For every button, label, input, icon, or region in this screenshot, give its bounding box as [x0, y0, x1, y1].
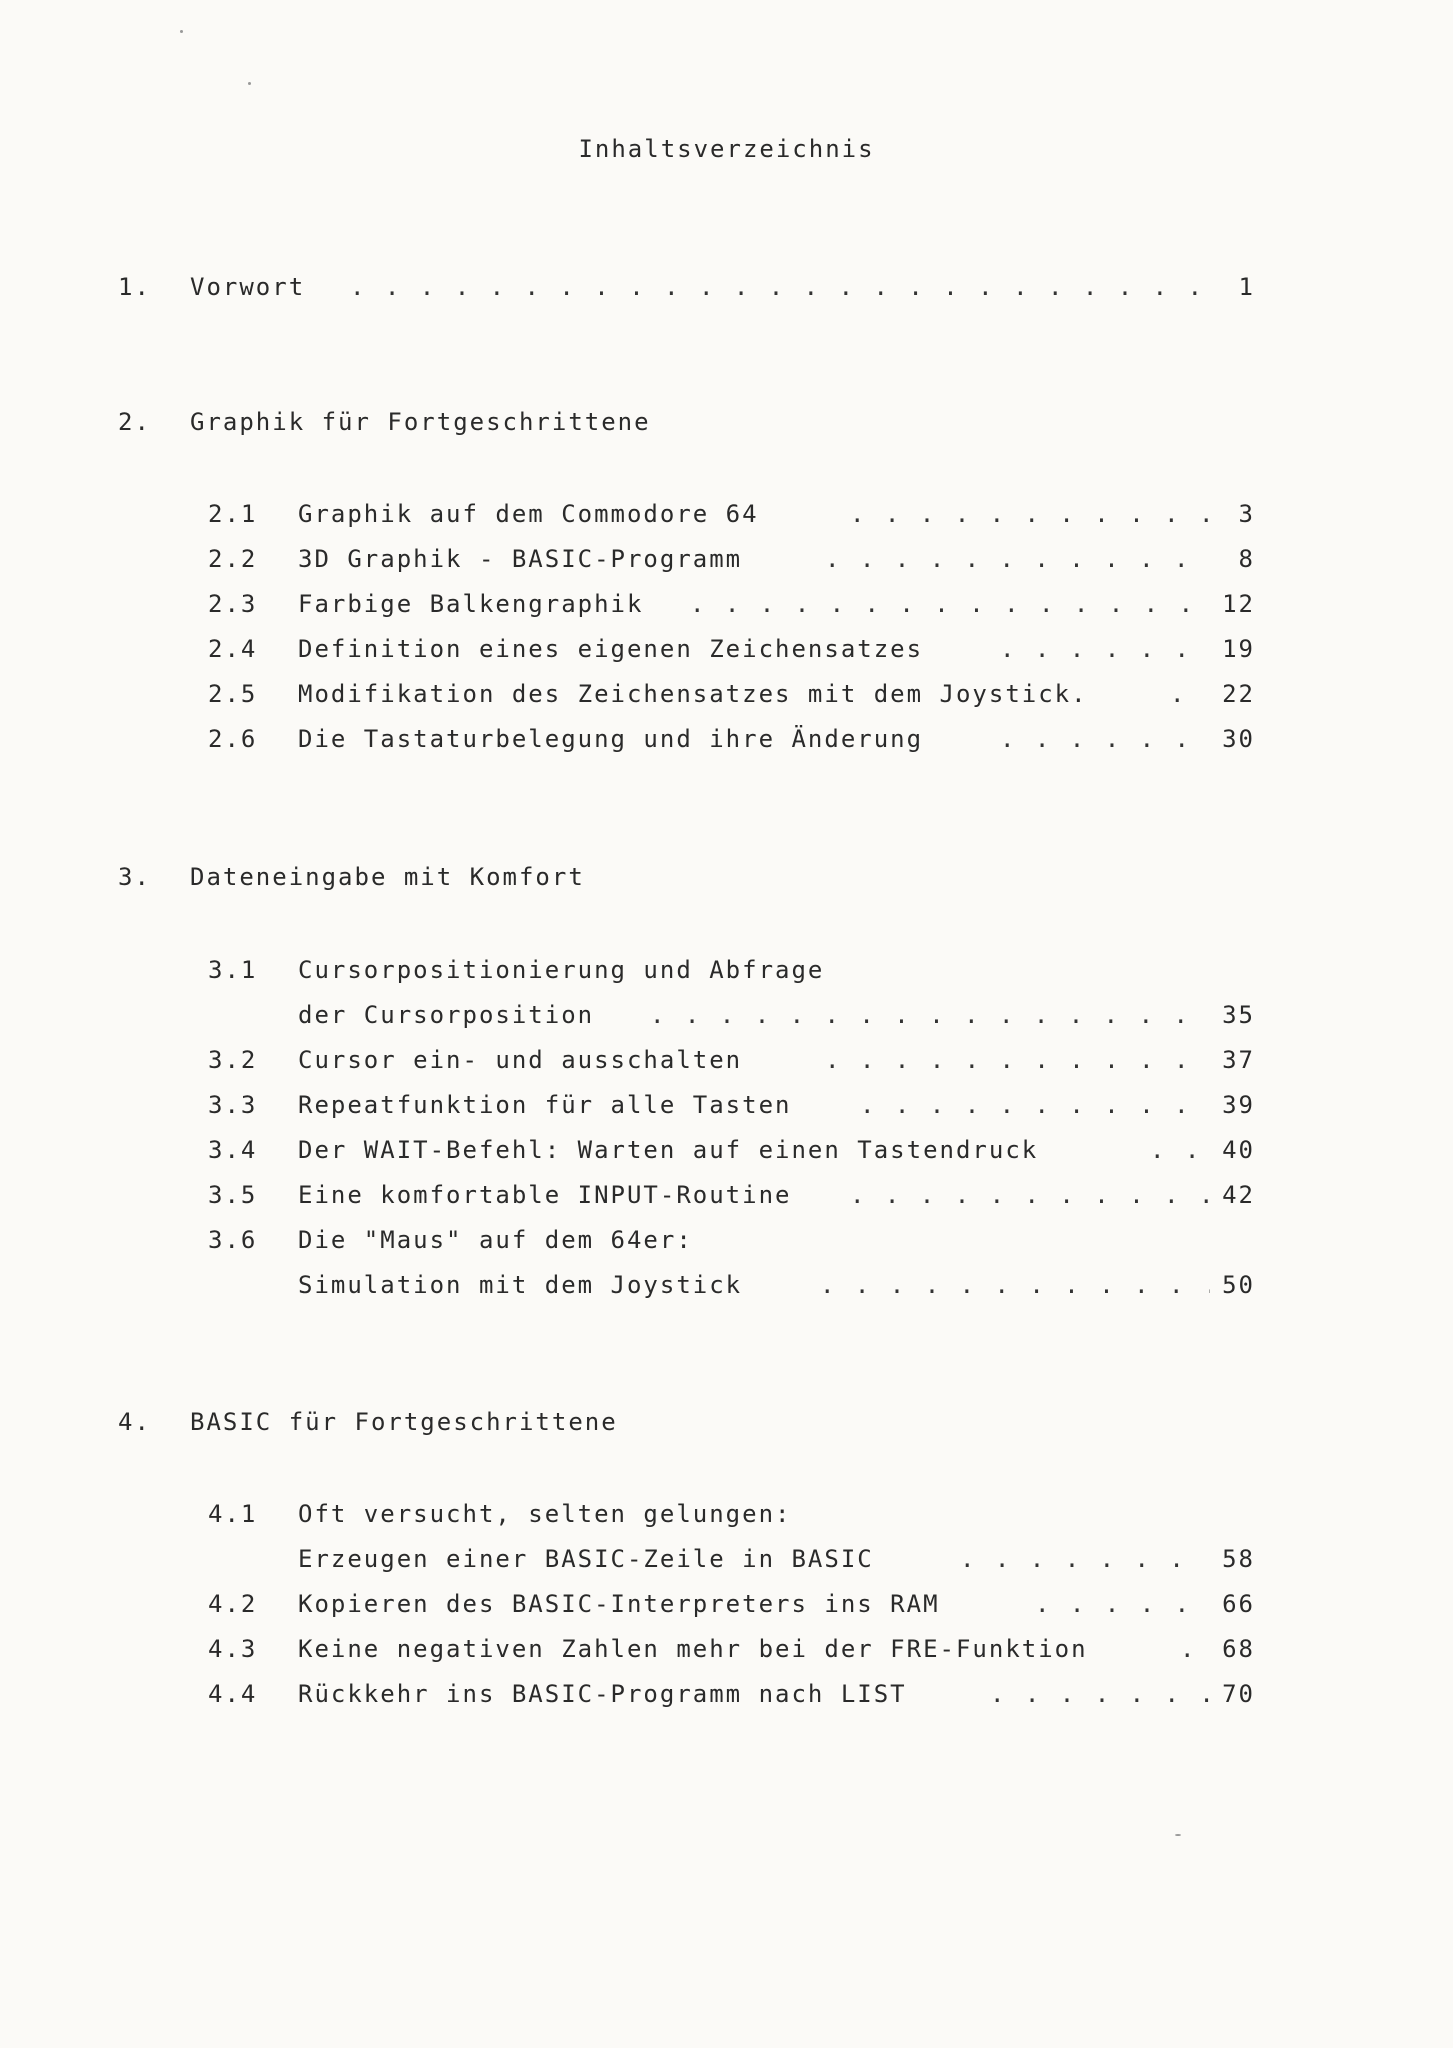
section-title-continued: der Cursorposition [298, 1001, 595, 1029]
page-number: 8 [1238, 545, 1255, 573]
chapter-title: Dateneingabe mit Komfort [190, 863, 585, 891]
toc-section-4-1-cont [0, 1542, 1453, 1576]
page-number: 66 [1222, 1590, 1255, 1618]
page-number: 3 [1238, 500, 1255, 528]
page-number: 30 [1222, 725, 1255, 753]
section-title: Keine negativen Zahlen mehr bei der FRE-Funktion [298, 1635, 1088, 1663]
chapter-number: 3. [118, 863, 151, 891]
dot-leader [825, 1043, 1210, 1077]
chapter-title: Graphik für Fortgeschrittene [190, 408, 651, 436]
section-number: 4.1 [208, 1500, 258, 1528]
paper-speck [180, 30, 183, 33]
toc-section-3-4 [0, 1133, 1453, 1167]
dot-leader [850, 497, 1210, 531]
toc-section-3-1-cont [0, 998, 1453, 1032]
toc-section-2-6 [0, 722, 1453, 756]
section-title: Kopieren des BASIC-Interpreters ins RAM [298, 1590, 940, 1618]
dot-leader [1000, 722, 1210, 756]
section-number: 3.1 [208, 956, 258, 984]
paper-speck [1175, 1834, 1181, 1836]
page-number: 50 [1222, 1271, 1255, 1299]
toc-chapter-4 [0, 1405, 1453, 1439]
chapter-title: BASIC für Fortgeschrittene [190, 1408, 618, 1436]
section-number: 3.2 [208, 1046, 258, 1074]
dot-leader [960, 1542, 1210, 1576]
toc-section-2-1 [0, 497, 1453, 531]
dot-leader [1035, 1587, 1210, 1621]
section-title: Oft versucht, selten gelungen: [298, 1500, 792, 1528]
page-number: 1 [1238, 273, 1255, 301]
section-number: 4.2 [208, 1590, 258, 1618]
section-title: Graphik auf dem Commodore 64 [298, 500, 759, 528]
section-number: 2.1 [208, 500, 258, 528]
page-number: 70 [1222, 1680, 1255, 1708]
page-number: 12 [1222, 590, 1255, 618]
chapter-number: 4. [118, 1408, 151, 1436]
section-number: 4.3 [208, 1635, 258, 1663]
section-title: Rückkehr ins BASIC-Programm nach LIST [298, 1680, 907, 1708]
dot-leader [825, 542, 1210, 576]
section-title: Cursor ein- und ausschalten [298, 1046, 743, 1074]
toc-section-3-2 [0, 1043, 1453, 1077]
page-number: 35 [1222, 1001, 1255, 1029]
section-title-continued: Simulation mit dem Joystick [298, 1271, 743, 1299]
section-title: Definition eines eigenen Zeichensatzes [298, 635, 924, 663]
page-number: 37 [1222, 1046, 1255, 1074]
toc-section-2-3 [0, 587, 1453, 621]
section-number: 2.3 [208, 590, 258, 618]
section-number: 3.5 [208, 1181, 258, 1209]
toc-section-4-3 [0, 1632, 1453, 1666]
toc-section-3-5 [0, 1178, 1453, 1212]
section-number: 4.4 [208, 1680, 258, 1708]
page-number: 19 [1222, 635, 1255, 663]
toc-section-3-3 [0, 1088, 1453, 1122]
toc-section-2-2 [0, 542, 1453, 576]
page-number: 40 [1222, 1136, 1255, 1164]
dot-leader [650, 998, 1210, 1032]
section-title: 3D Graphik - BASIC-Programm [298, 545, 743, 573]
section-title: Farbige Balkengraphik [298, 590, 644, 618]
dot-leader [990, 1677, 1210, 1711]
chapter-number: 1. [118, 273, 151, 301]
section-title: Die "Maus" auf dem 64er: [298, 1226, 693, 1254]
toc-section-3-6-cont [0, 1268, 1453, 1302]
page-number: 39 [1222, 1091, 1255, 1119]
dot-leader [1000, 632, 1210, 666]
section-number: 2.6 [208, 725, 258, 753]
toc-chapter-1 [0, 270, 1453, 304]
chapter-title: Vorwort [190, 273, 306, 301]
dot-leader [350, 270, 1210, 304]
toc-chapter-2 [0, 405, 1453, 439]
chapter-number: 2. [118, 408, 151, 436]
toc-section-3-1 [0, 953, 1453, 987]
toc-section-4-4 [0, 1677, 1453, 1711]
section-number: 2.4 [208, 635, 258, 663]
toc-section-2-4 [0, 632, 1453, 666]
section-title: Modifikation des Zeichensatzes mit dem Joystick. [298, 680, 1088, 708]
page-number: 22 [1222, 680, 1255, 708]
toc-section-2-5 [0, 677, 1453, 711]
dot-leader [850, 1178, 1210, 1212]
paper-speck [248, 82, 251, 85]
dot-leader [690, 587, 1210, 621]
page-number: 68 [1222, 1635, 1255, 1663]
section-number: 2.5 [208, 680, 258, 708]
toc-section-4-2 [0, 1587, 1453, 1621]
page-number: 58 [1222, 1545, 1255, 1573]
dot-leader [820, 1268, 1210, 1302]
section-title: Repeatfunktion für alle Tasten [298, 1091, 792, 1119]
section-number: 3.6 [208, 1226, 258, 1254]
toc-chapter-3 [0, 860, 1453, 894]
section-number: 2.2 [208, 545, 258, 573]
section-title: Cursorpositionierung und Abfrage [298, 956, 825, 984]
section-number: 3.3 [208, 1091, 258, 1119]
section-number: 3.4 [208, 1136, 258, 1164]
section-title-continued: Erzeugen einer BASIC-Zeile in BASIC [298, 1545, 874, 1573]
toc-section-4-1 [0, 1497, 1453, 1531]
toc-section-3-6 [0, 1223, 1453, 1257]
section-title: Der WAIT-Befehl: Warten auf einen Tastendruck [298, 1136, 1039, 1164]
dot-leader [860, 1088, 1210, 1122]
section-title: Die Tastaturbelegung und ihre Änderung [298, 725, 924, 753]
page-title: Inhaltsverzeichnis [578, 135, 875, 163]
section-title: Eine komfortable INPUT-Routine [298, 1181, 792, 1209]
page-number: 42 [1222, 1181, 1255, 1209]
